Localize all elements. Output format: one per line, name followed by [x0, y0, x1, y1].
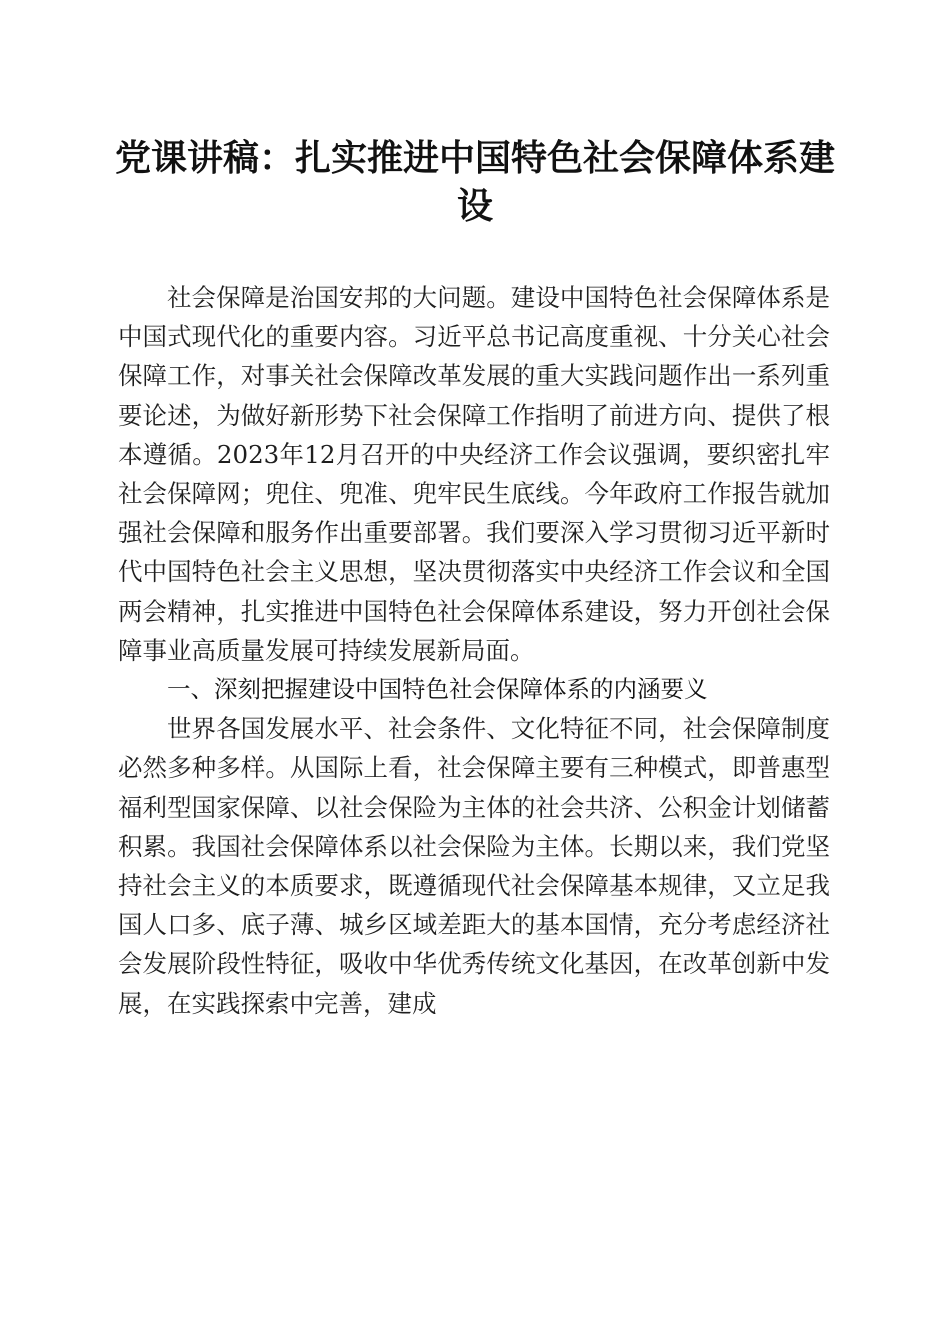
document-body — [118, 278, 830, 1023]
intro-paragraph: 社会保障是治国安邦的大问题。建设中国特色社会保障体系是中国式现代化的重要内容。习近平总书记高度重视、十分关心社会保障工作，对事关社会保障改革发展的重大实践问题作出一系列重要论述，为做好新形势下社会保障工作指明了前进方向、提供了根本遵循。2023年12月召开的中央经济工作会议强调，要织密扎牢社会保障网；兜住、兜准、兜牢民生底线。今年政府工作报告就加强社会保障和服务作出重要部署。我们要深入学习贯彻习近平新时代中国特色社会主义思想，坚决贯彻落实中央经济工作会议和全国两会精神，扎实推进中国特色社会保障体系建设，努力开创社会保障事业高质量发展可持续发展新局面。 — [118, 283, 830, 665]
title-line-2: 设 — [456, 185, 493, 227]
document-title — [100, 134, 850, 230]
title-line-1: 党课讲稿：扎实推进中国特色社会保障体系建 — [114, 137, 835, 179]
section1-paragraph: 世界各国发展水平、社会条件、文化特征不同，社会保障制度必然多种多样。从国际上看，社会保障主要有三种模式，即普惠型福利型国家保障、以社会保险为主体的社会共济、公积金计划储蓄积累。我国社会保障体系以社会保险为主体。长期以来，我们党坚持社会主义的本质要求，既遵循现代社会保障基本规律，又立足我国人口多、底子薄、城乡区域差距大的基本国情，充分考虑经济社会发展阶段性特征，吸收中华优秀传统文化基因，在改革创新中发展，在实践探索中完善，建成 — [118, 714, 830, 1018]
section-heading-1: 一、深刻把握建设中国特色社会保障体系的内涵要义 — [167, 675, 708, 704]
